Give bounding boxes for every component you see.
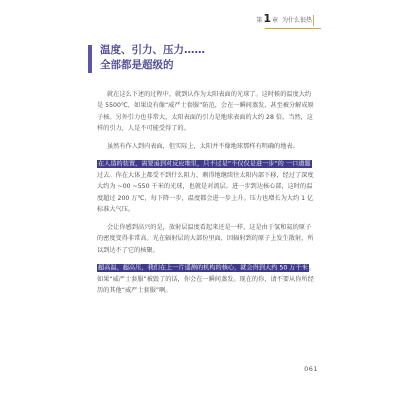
paragraph-text: 虽然有作人到内表面，但实际上，太阳并不像地球那样有明确的地表。 <box>107 142 299 150</box>
chapter-number: 1 <box>263 12 271 25</box>
body-text <box>97 89 317 303</box>
heading-line-1: 温度、引力、压力…… <box>100 44 205 56</box>
paragraph-1 <box>97 89 317 134</box>
running-header <box>256 13 312 25</box>
paragraph-3 <box>97 159 317 215</box>
header-divider <box>313 15 314 26</box>
highlighted-text: 超高温、超高压，我们在上一片遥测的机构的核心，就会得到大约 50 <box>98 264 288 272</box>
header-rule <box>265 28 321 29</box>
highlighted-text: 万千米 <box>289 264 308 272</box>
paragraph-2 <box>97 141 317 152</box>
heading-accent-bar <box>88 45 92 73</box>
chapter-suffix: 章 <box>271 17 278 24</box>
chapter-label <box>256 14 278 24</box>
highlighted-text: 在人造的装置，需要追到对反应堆里，只不过是“不仅仅是进一步”的 <box>98 160 284 168</box>
heading-line-2: 全部都是超级的 <box>100 59 174 71</box>
chapter-prefix: 第 <box>256 17 263 24</box>
paragraph-text: 过去。你在大体上都受不到什么阻力，剩得地继续往太阳内部下移，经过了深度大约为 ~00 ~550 千米的光球，也就是对流层。进一步到达核心部，这时的温度超过 200 万℃，每下降一步，温度都会进一步上升。压力也增长为大约 1 亿标准大气压。 <box>97 172 314 214</box>
highlighted-text: 一口道题 <box>285 160 311 168</box>
paragraph-4 <box>97 222 317 256</box>
paragraph-text: 。如果“威严士套服”被毁了的话，你会在一瞬间蒸发。现在的你，请不要从你所经历的其他“威严士套服”啊。 <box>97 264 316 295</box>
paragraph-text: 会让你感到高兴的是，放射层温度看起来还是一样，这是由于氢和氦的原子的密度变得非常高。光在辐射层的大部份里面，因辐射到的原子上发生散射，所以到达不了它的核聚。 <box>97 224 314 254</box>
page-number: 061 <box>304 365 318 373</box>
section-heading <box>100 43 310 73</box>
paragraph-text: 就在这么下述的过程中，就到认作为太阳表面的光球了。这时候的温度大约是 5500℃，如果设有像“威严士套服”防范，会在一瞬间蒸发，甚至被分解成原子核。另外引力也非常大，太阳表面的引力是地球表面的大约 28 倍。当然，这样的引力，人是不可能受得了的。 <box>97 91 314 132</box>
chapter-title: 为什么很热 <box>281 16 312 24</box>
paragraph-5 <box>97 263 317 297</box>
